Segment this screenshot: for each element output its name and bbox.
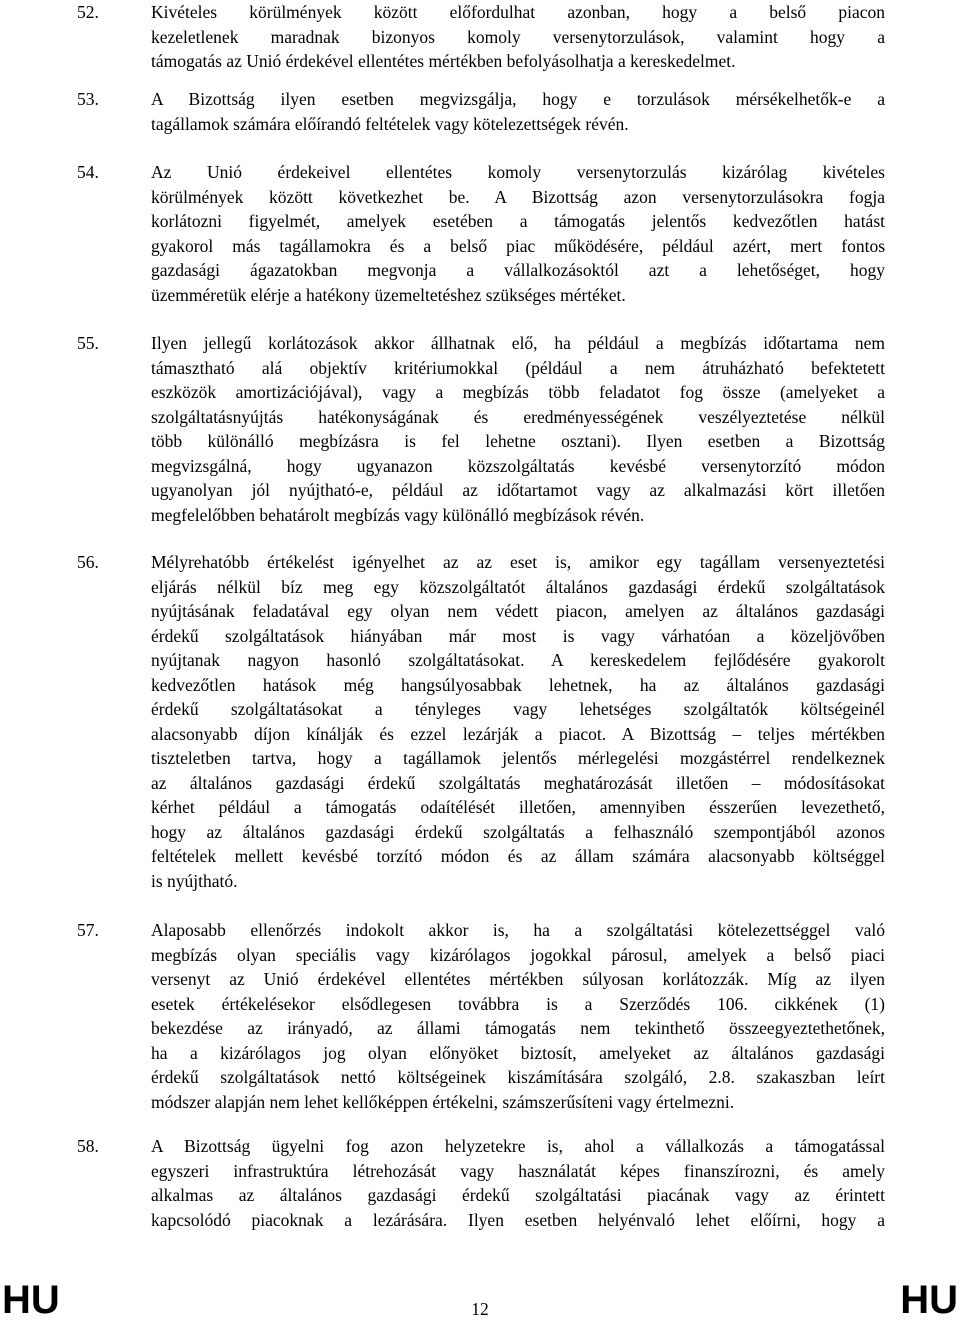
text-line: alacsonyabb díjon kínálják és ezzel lezárják a piacot. A Bizottság – teljes mértékben (151, 723, 885, 744)
text-line: megbízás olyan speciális vagy kizárólagos jogokkal párosul, amelyek a belső piaci (151, 944, 885, 965)
text-line: A Bizottság ügyelni fog azon helyzetekre is, ahol a vállalkozás a támogatással (151, 1136, 885, 1156)
text-line: kezeletlenek maradnak bizonyos komoly versenytorzulások, valamint hogy a (151, 26, 885, 47)
text-line: Az Unió érdekeivel ellentétes komoly versenytorzulás kizárólag kivételes (151, 162, 885, 182)
text-line: kérhet például a támogatás odaítélését illetően, amennyiben ésszerűen levezethető, (151, 797, 885, 817)
text-line: hogy az általános gazdasági érdekű szolgáltatás a felhasználó szempontjából azonos (151, 821, 885, 842)
text-line: ha a kizárólagos jog olyan előnyöket biztosít, amelyeket az általános gazdasági (151, 1042, 885, 1063)
text-line: gazdasági ágazatokban megvonja a vállalkozásoktól azt a lehetőséget, hogy (151, 260, 885, 280)
text-line: az általános gazdasági érdekű szolgáltatás meghatározását illetően – módosításokat (151, 772, 885, 793)
page-number: 12 (471, 1299, 489, 1319)
text-line: esetek értékelésekor elsődlegesen továbbra is a Szerződés 106. cikkének (1) (151, 993, 885, 1014)
text-line: támasztható alá objektív kritériumokkal (például a nem átruházható befektetett (151, 357, 885, 378)
paragraph-text (151, 918, 885, 1114)
paragraph-text (151, 0, 885, 74)
paragraph-number: 54. (77, 162, 99, 182)
text-line: Alaposabb ellenőrzés indokolt akkor is, ha a szolgáltatási kötelezettséggel való (151, 920, 885, 940)
text-line: Kivételes körülmények között előfordulhat azonban, hogy a belső piacon (151, 2, 885, 22)
paragraph-number: 55. (77, 333, 99, 353)
text-line: Ilyen jellegű korlátozások akkor állhatnak elő, ha például a megbízás időtartama nem (151, 333, 885, 353)
text-line: támogatás az Unió érdekével ellentétes mértékben befolyásolhatja a kereskedelmet. (151, 51, 736, 71)
text-line: tagállamok számára előírandó feltételek vagy kötelezettségek révén. (151, 113, 629, 134)
paragraph-number: 53. (77, 89, 99, 109)
text-line: érdekű szolgáltatások nettó költségeinek kiszámítására szolgáló, 2.8. szakaszban leírt (151, 1067, 885, 1087)
text-line: kapcsolódó piacoknak a lezárására. Ilyen esetben helyénvaló lehet előírni, hogy a (151, 1209, 885, 1230)
text-line: megfelelőbben behatárolt megbízás vagy különálló megbízások révén. (151, 504, 645, 525)
text-line: feltételek mellett kevésbé torzító módon és az állam számára alacsonyabb költséggel (151, 846, 885, 866)
paragraph-text (151, 160, 885, 307)
text-line: bekezdése az irányadó, az állami támogatás nem tekinthető összeegyeztethetőnek, (151, 1018, 885, 1038)
footer-language-right: HU (900, 1278, 958, 1322)
text-line: versenyt az Unió érdekével ellentétes mértékben súlyosan korlátozzák. Míg az ilyen (151, 969, 885, 989)
text-line: korlátozni figyelmét, amelyek esetében a támogatás jelentős kedvezőtlen hatást (151, 211, 885, 231)
paragraph-number: 57. (77, 920, 99, 940)
text-line: A Bizottság ilyen esetben megvizsgálja, hogy e torzulások mérsékelhetők-e a (151, 89, 885, 109)
text-line: is nyújtható. (151, 870, 238, 891)
paragraph-text (151, 331, 885, 527)
text-line: eljárás nélkül bíz meg egy közszolgáltatót általános gazdasági érdekű szolgáltatások (151, 576, 885, 597)
text-line: kedvezőtlen hatások még hangsúlyosabbak lehetnek, ha az általános gazdasági (151, 674, 885, 695)
paragraph-text (151, 87, 885, 136)
text-line: több különálló megbízásra is fel lehetne osztani). Ilyen esetben a Bizottság (151, 431, 885, 451)
text-line: eszközök amortizációjával), vagy a megbízás több feladatot fog össze (amelyeket a (151, 382, 885, 402)
text-line: nyújtásának feladatával egy olyan nem védett piacon, amelyen az általános gazdasági (151, 601, 885, 621)
text-line: érdekű szolgáltatások hiányában már most is vagy várhatóan a közeljövőben (151, 625, 885, 646)
text-line: szolgáltatásnyújtás hatékonyságának és eredményességének veszélyeztetése nélkül (151, 406, 885, 427)
text-line: ugyanolyan jól nyújtható-e, például az időtartamot vagy az alkalmazási kört illetően (151, 480, 885, 500)
text-line: tiszteletben tartva, hogy a tagállamok jelentős mérlegelési mozgástérrel rendelkeznek (151, 748, 885, 768)
text-line: nyújtanak nagyon hasonló szolgáltatásokat. A kereskedelem fejlődésére gyakorolt (151, 650, 885, 670)
paragraph-number: 56. (77, 552, 99, 572)
text-line: üzemméretük elérje a hatékony üzemeltetéshez szükséges mértéket. (151, 284, 626, 305)
text-line: alkalmas az általános gazdasági érdekű szolgáltatási piacának vagy az érintett (151, 1185, 885, 1205)
paragraph-number: 52. (77, 2, 99, 22)
text-line: érdekű szolgáltatásokat a tényleges vagy lehetséges szolgáltatók költségeinél (151, 699, 885, 719)
footer-language-left: HU (2, 1278, 60, 1322)
text-line: körülmények között következhet be. A Bizottság azon versenytorzulásokra fogja (151, 186, 885, 207)
paragraph-text (151, 1134, 885, 1232)
text-line: módszer alapján nem lehet kellőképpen értékelni, számszerűsíteni vagy értelmezni. (151, 1091, 735, 1112)
text-line: megvizsgálná, hogy ugyanazon közszolgáltatás kevésbé versenytorzító módon (151, 455, 885, 476)
text-line: Mélyrehatóbb értékelést igényelhet az az eset is, amikor egy tagállam versenyeztetési (151, 552, 885, 572)
text-line: egyszeri infrastruktúra létrehozását vagy használatát képes finanszírozni, és amely (151, 1160, 885, 1181)
paragraph-text (151, 550, 885, 893)
text-line: gyakorol más tagállamokra és a belső piac működésére, például azért, mert fontos (151, 235, 885, 256)
paragraph-number: 58. (77, 1136, 99, 1156)
